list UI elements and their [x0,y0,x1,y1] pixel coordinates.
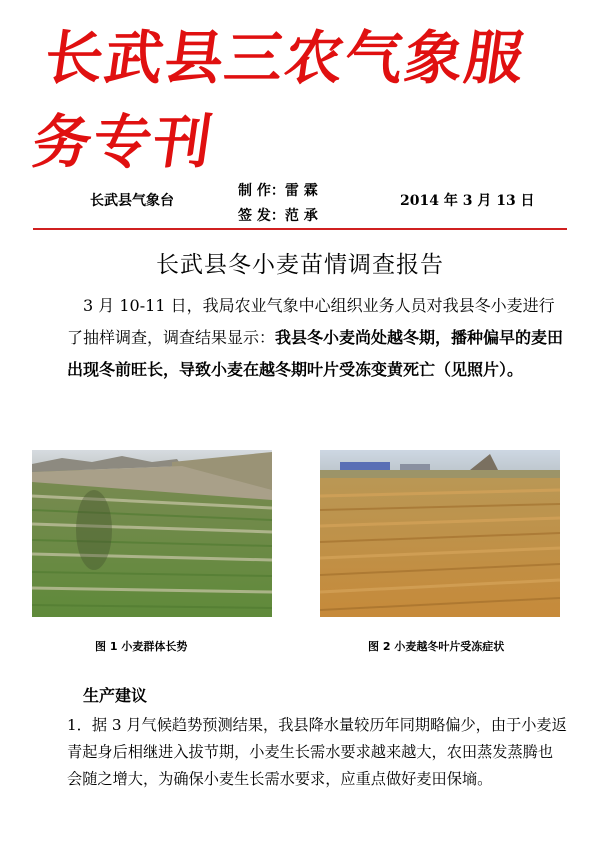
frost-damage-photo [320,450,560,617]
photo2-caption: 图 2 小麦越冬叶片受冻症状 [368,640,505,653]
issue-date: 2014 年 3 月 13 日 [400,193,535,209]
report-headline: 长武县冬小麦苗情调查报告 [156,252,444,278]
advice-title: 生产建议 [83,686,148,705]
issue-info [0,178,600,226]
maker-line: 制 作：雷 霖 [238,183,318,199]
header-divider [33,228,567,230]
report-intro [67,290,567,386]
advice-paragraph: 1．据 3 月气候趋势预测结果，我县降水量较历年同期略偏少，由于小麦返青起身后相继进入拔节期，小麦生长需水要求越来越大，农田蒸发蒸腾也会随之增大，为确保小麦生长需水要求，应重点做好麦田保墒。 [67,716,567,788]
signer-line: 签 发：范 承 [238,208,318,224]
wheat-field-photo [32,450,272,617]
station-name: 长武县气象台 [90,193,174,209]
masthead-title: 长武县三农气象服务专刊 [28,24,530,176]
masthead [28,20,560,176]
photo1-caption: 图 1 小麦群体长势 [95,640,188,653]
intro-bold-text: 我县冬小麦尚处越冬期，播种偏早的麦田出现冬前旺长，导致小麦在越冬期叶片受冻变黄死亡（见照片）。 [67,328,564,379]
intro-plain-text: 3 月 10-11 日，我局农业气象中心组织业务人员对我县冬小麦进行了抽样调查，调查结果显示： [67,296,555,347]
